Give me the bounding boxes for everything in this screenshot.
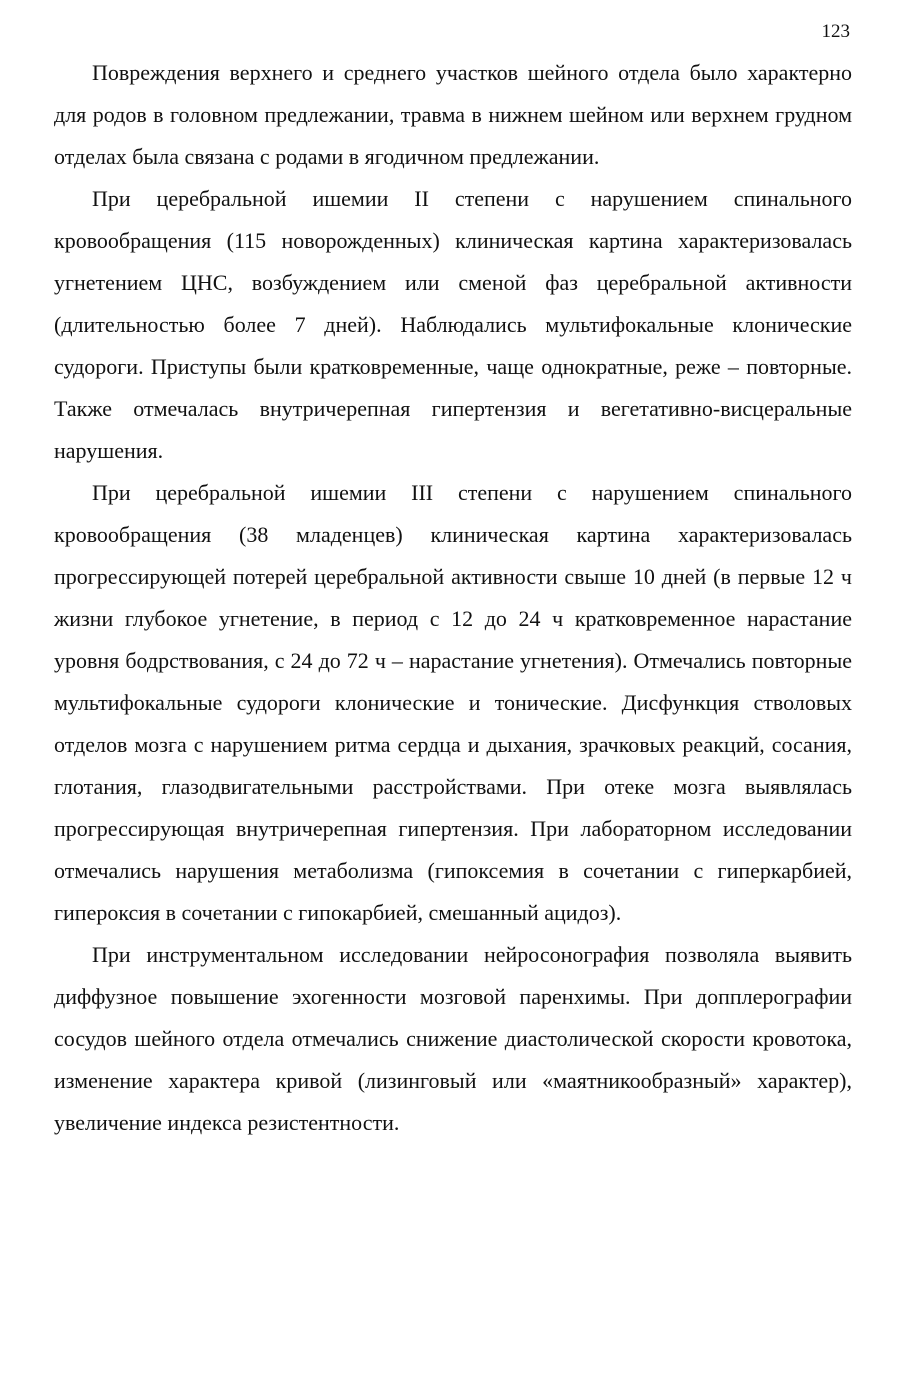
page-number: 123 [821,21,850,42]
paragraph-ischemia-grade-3: При церебральной ишемии III степени с нарушением спинального кровообращения (38 младенцев) клиническая картина характеризовалась прогрессирующей потерей церебральной активности свыше 10 дней (в первые 12 ч жизни глубокое угнетение, в период с 12 до 24 ч кратковременное нарастание уровня бодрствования, с 24 до 72 ч – нарастание угнетения). Отмечались повторные мультифокальные судороги клонические и тонические. Дисфункция стволовых отделов мозга с нарушением ритма сердца и дыхания, зрачковых реакций, сосания, глотания, глазодвигательными расстройствами. При отеке мозга выявлялась прогрессирующая внутричерепная гипертензия. При лабораторном исследовании отмечались нарушения метаболизма (гипоксемия в сочетании с гиперкарбией, гипероксия в сочетании с гипокарбией, смешанный ацидоз). [54,480,852,925]
text-body [54,52,852,1144]
paragraph-instrumental-study: При инструментальном исследовании нейросонография позволяла выявить диффузное повышение эхогенности мозговой паренхимы. При допплерографии сосудов шейного отдела отмечались снижение диастолической скорости кровотока, изменение характера кривой (лизинговый или «маятникообразный» характер), увеличение индекса резистентности. [54,942,852,1135]
paragraph-neck-injuries: Повреждения верхнего и среднего участков шейного отдела было характерно для родов в головном предлежании, травма в нижнем шейном или верхнем грудном отделах была связана с родами в ягодичном предлежании. [54,60,852,169]
paragraph-ischemia-grade-2: При церебральной ишемии II степени с нарушением спинального кровообращения (115 новорожденных) клиническая картина характеризовалась угнетением ЦНС, возбуждением или сменой фаз церебральной активности (длительностью более 7 дней). Наблюдались мультифокальные клонические судороги. Приступы были кратковременные, чаще однократные, реже – повторные. Также отмечалась внутричерепная гипертензия и вегетативно-висцеральные нарушения. [54,186,852,463]
